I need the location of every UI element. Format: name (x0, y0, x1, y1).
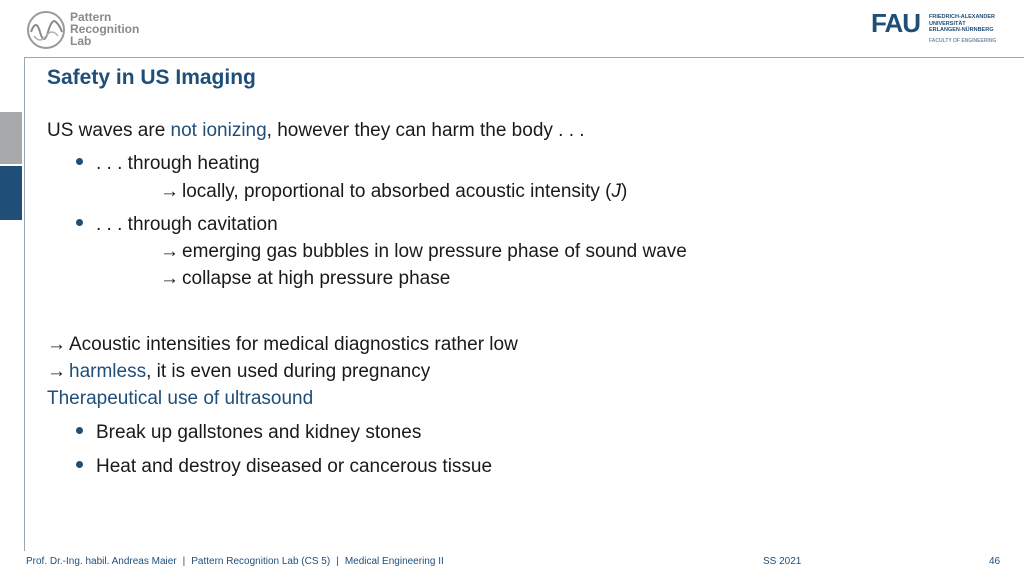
footer-semester: SS 2021 (763, 556, 802, 567)
fau-logo: FAU (871, 8, 920, 38)
bullet-icon (76, 461, 83, 468)
arrow-icon: → (47, 334, 66, 355)
sub-cavitation-1 (160, 241, 687, 263)
fau-faculty: FACULTY OF ENGINEERING (929, 38, 997, 44)
intro-text: US waves are (47, 120, 171, 141)
arrow-icon: → (160, 241, 179, 262)
fau-name-line: UNIVERSITÄT (929, 20, 966, 27)
sub-heating (160, 181, 627, 203)
footer-author: Prof. Dr.-Ing. habil. Andreas Maier (26, 556, 177, 567)
sub-heating-end: ) (621, 181, 628, 202)
slide-title: Safety in US Imaging (47, 66, 256, 89)
sub-cavitation-1-text: emerging gas bubbles in low pressure phase of sound wave (182, 241, 687, 262)
intro-highlight: not ionizing (170, 120, 267, 141)
conclusion-intensity (47, 334, 518, 356)
arrow-icon: → (160, 181, 179, 202)
lab-logo-line: Recognition (70, 22, 140, 36)
harmless-highlight: harmless (69, 361, 147, 382)
pattern-recognition-lab-logo-icon (26, 10, 66, 50)
section-marker-active (0, 166, 22, 220)
conclusion-harmless (47, 361, 430, 383)
fau-name-line: FRIEDRICH-ALEXANDER (929, 14, 995, 20)
footer-separator: | (182, 556, 186, 567)
arrow-icon: → (47, 361, 66, 382)
lab-logo-text (70, 11, 139, 47)
sub-cavitation-2-text: collapse at high pressure phase (182, 268, 451, 289)
bullet-cavitation: . . . through cavitation (96, 214, 278, 235)
arrow-icon: → (160, 268, 179, 289)
therapy-item: Break up gallstones and kidney stones (96, 422, 422, 443)
therapy-item: Heat and destroy diseased or cancerous tissue (96, 456, 493, 477)
conclusion-intensity-text: Acoustic intensities for medical diagnostics rather low (69, 334, 518, 355)
bullet-icon (76, 427, 83, 434)
section-marker-inactive (0, 112, 22, 164)
footer-lab: Pattern Recognition Lab (CS 5) (191, 556, 331, 567)
footer-separator: | (336, 556, 339, 567)
lab-logo-line: Lab (70, 34, 92, 48)
therapy-heading: Therapeutical use of ultrasound (47, 388, 314, 409)
fau-university-name (929, 14, 995, 34)
footer-course: Medical Engineering II (344, 556, 444, 567)
intro-line (47, 120, 585, 142)
lab-logo-line: Pattern (70, 10, 112, 24)
bullet-icon (76, 158, 83, 165)
fau-name-line: ERLANGEN-NÜRNBERG (929, 27, 994, 33)
bullet-heating: . . . through heating (96, 153, 260, 174)
bullet-icon (76, 219, 83, 226)
intensity-variable: J (611, 181, 621, 202)
page-number: 46 (989, 556, 1001, 567)
intro-text-end: , however they can harm the body . . . (266, 120, 585, 141)
footer-info (26, 556, 444, 567)
sub-heating-text: locally, proportional to absorbed acoustic intensity ( (182, 181, 612, 202)
conclusion-harmless-text: , it is even used during pregnancy (146, 361, 431, 382)
sub-cavitation-2 (160, 268, 450, 290)
